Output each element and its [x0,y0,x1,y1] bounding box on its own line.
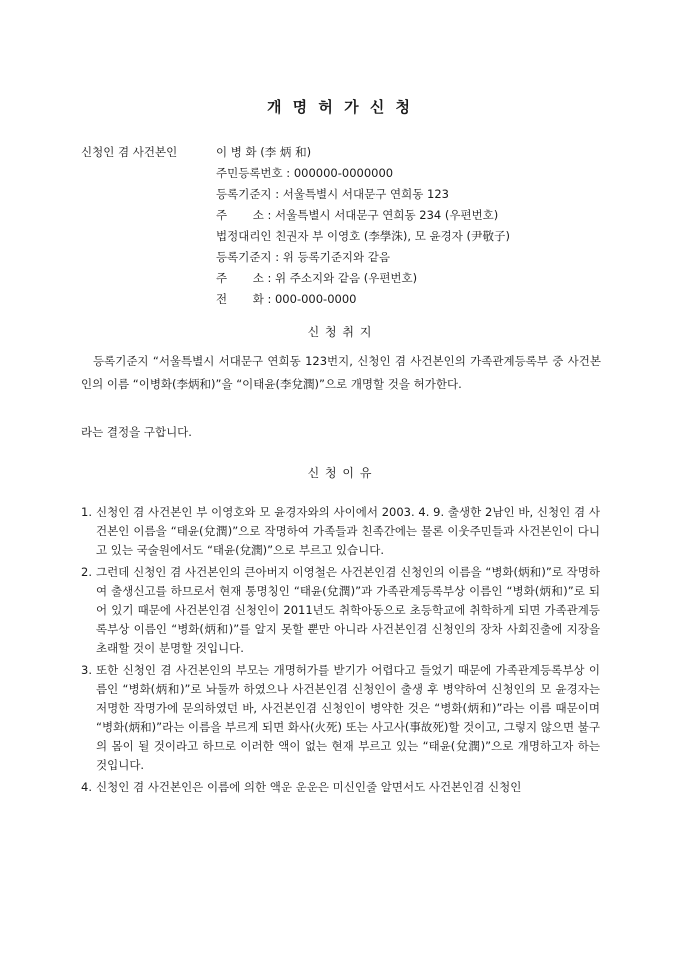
reason-text: 신청인 겸 사건본인은 이름에 의한 액운 운운은 미신인줄 알면서도 사건본인겸 신청인 [96,780,522,794]
purpose-heading: 신 청 취 지 [307,325,373,339]
reason-number: 3. [81,663,92,677]
purpose-text: 등록기준지 “서울특별시 서대문구 연희동 123번지, 신청인 겸 사건본인의 가족관계등록부 중 사건본인의 이름 “이병화(李炳和)”을 “이태윤(李兌潤)”으로 개명할 것을 허가한다. [81,354,601,391]
reason-text: 또한 신청인 겸 사건본인의 부모는 개명허가를 받기가 어렵다고 들었기 때문에 가족관계등록부상 이름인 “병화(炳和)”로 놔둘까 하였으나 사건본인겸 신청인이 출생 후 병약하여 신청인의 모 윤경자는 저명한 작명가에 문의하였던 바, 사건본인겸 신청인이 병약한 것은 “병화(炳和)”라는 이름 때문이며 “병화(炳和)”라는 이름을 부르게 되면 화사(火死) 또는 사고사(事故死)할 것이고, 그렇지 않으면 불구의 몸이 될 것이라고 하므로 이러한 액이 없는 현재 부르고 있는 “태윤(兌潤)”으로 개명하고자 하는 것입니다. [96,663,600,772]
reason-number: 2. [81,565,92,579]
address: 주 소 : 서울특별시 서대문구 연희동 234 (우편번호) [216,208,499,222]
reason-item [81,563,600,658]
purpose-closing: 라는 결정을 구합니다. [81,425,192,439]
representative-address: 주 소 : 위 주소지와 같음 (우편번호) [216,271,418,285]
reason-number: 4. [81,780,92,794]
registration-base: 등록기준지 : 서울특별시 서대문구 연희동 123 [216,187,449,201]
reasons-heading: 신 청 이 유 [307,466,373,480]
applicant-label: 신청인 겸 사건본인 [81,145,178,159]
reason-item [81,503,600,560]
representative-registration-base: 등록기준지 : 위 등록기준지와 같음 [216,250,391,264]
legal-representative: 법정대리인 친권자 부 이영호 (李學洙), 모 윤경자 (尹敬子) [216,229,510,243]
reason-text: 신청인 겸 사건본인 부 이영호와 모 윤경자와의 사이에서 2003. 4. 9. 출생한 2남인 바, 신청인 겸 사건본인 이름을 “태윤(兌潤)”으로 작명하여 가족들과 친족간에는 물론 이웃주민들과 사건본인이 다니고 있는 국술원에서도 “태윤(兌潤)”으로 부르고 있습니다. [96,505,600,557]
reason-text: 그런데 신청인 겸 사건본인의 큰아버지 이영철은 사건본인겸 신청인의 이름을 “병화(炳和)”로 작명하여 출생신고를 하므로서 현재 통명칭인 “태윤(兌潤)”과 가족관계등록부상 이름인 “병화(炳和)”로 되어 있기 때문에 사건본인겸 신청인이 2011년도 취학아동으로 초등학교에 취학하게 되면 가족관계등록부상 이름인 “병화(炳和)”를 알지 못할 뿐만 아니라 사건본인겸 신청인의 장차 사회진출에 지장을 초래할 것이 분명할 것입니다. [96,565,600,655]
reason-number: 1. [81,505,92,519]
document-title: 개 명 허 가 신 청 [266,98,414,116]
reason-item [81,661,600,775]
purpose-body [81,350,601,396]
phone: 전 화 : 000-000-0000 [216,292,357,306]
resident-number: 주민등록번호 : 000000-0000000 [216,166,394,180]
reason-item [81,778,600,797]
reasons-list [81,503,600,800]
applicant-name: 이 병 화 (李 炳 和) [216,145,312,159]
